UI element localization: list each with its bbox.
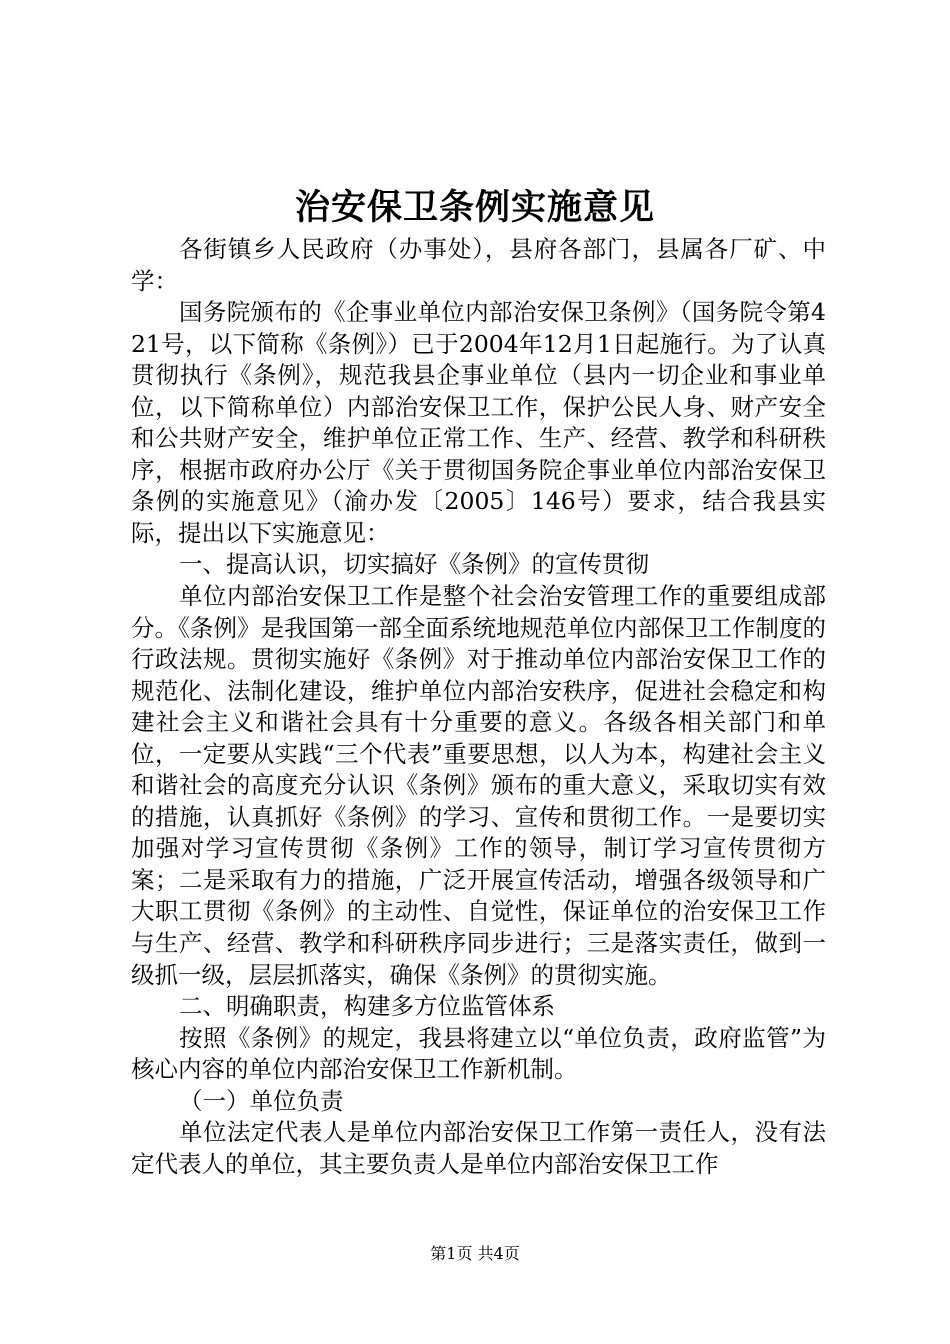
document-body [131, 234, 826, 1180]
subsection-heading-1: （一）单位负责 [179, 1086, 344, 1115]
section-1-paragraph: 单位内部治安保卫工作是整个社会治安管理工作的重要组成部分。《条例》是我国第一部全面系统地规范单位内部保卫工作制度的行政法规。贯彻实施好《条例》对于推动单位内部治安保卫工作的规范化、法制化建设，维护单位内部治安秩序，促进社会稳定和构建社会主义和谐社会具有十分重要的意义。各级各相关部门和单位，一定要从实践“三个代表”重要思想，以人为本，构建社会主义和谐社会的高度充分认识《条例》颁布的重大意义，采取切实有效的措施，认真抓好《条例》的学习、宣传和贯彻工作。一是要切实加强对学习宣传贯彻《条例》工作的领导，制订学习宣传贯彻方案；二是采取有力的措施，广泛开展宣传活动，增强各级领导和广大职工贯彻《条例》的主动性、自觉性，保证单位的治安保卫工作与生产、经营、教学和科研秩序同步进行；三是落实责任，做到一级抓一级，层层抓落实，确保《条例》的贯彻实施。 [131, 582, 826, 989]
document-title: 治安保卫条例实施意见 [294, 187, 655, 228]
salutation-paragraph: 各街镇乡人民政府（办事处），县府各部门，县属各厂矿、中学： [131, 235, 826, 295]
subsection-1-paragraph: 单位法定代表人是单位内部治安保卫工作第一责任人，没有法定代表人的单位，其主要负责人是单位内部治安保卫工作 [131, 1118, 826, 1178]
intro-paragraph: 国务院颁布的《企事业单位内部治安保卫条例》（国务院令第421号，以下简称《条例》）已于2004年12月1日起施行。为了认真贯彻执行《条例》，规范我县企事业单位（县内一切企业和事业单位，以下简称单位）内部治安保卫工作，保护公民人身、财产安全和公共财产安全，维护单位正常工作、生产、经营、教学和科研秩序，根据市政府办公厅《关于贯彻国务院企事业单位内部治安保卫条例的实施意见》（渝办发〔2005〕146号）要求，结合我县实际，提出以下实施意见： [131, 298, 826, 547]
page-number: 第1页 共4页 [430, 1244, 520, 1263]
section-heading-1: 一、提高认识，切实搞好《条例》的宣传贯彻 [179, 550, 649, 579]
section-2-paragraph: 按照《条例》的规定，我县将建立以“单位负责，政府监管”为核心内容的单位内部治安保卫工作新机制。 [131, 1023, 826, 1084]
section-heading-2: 二、明确职责，构建多方位监管体系 [179, 992, 555, 1021]
